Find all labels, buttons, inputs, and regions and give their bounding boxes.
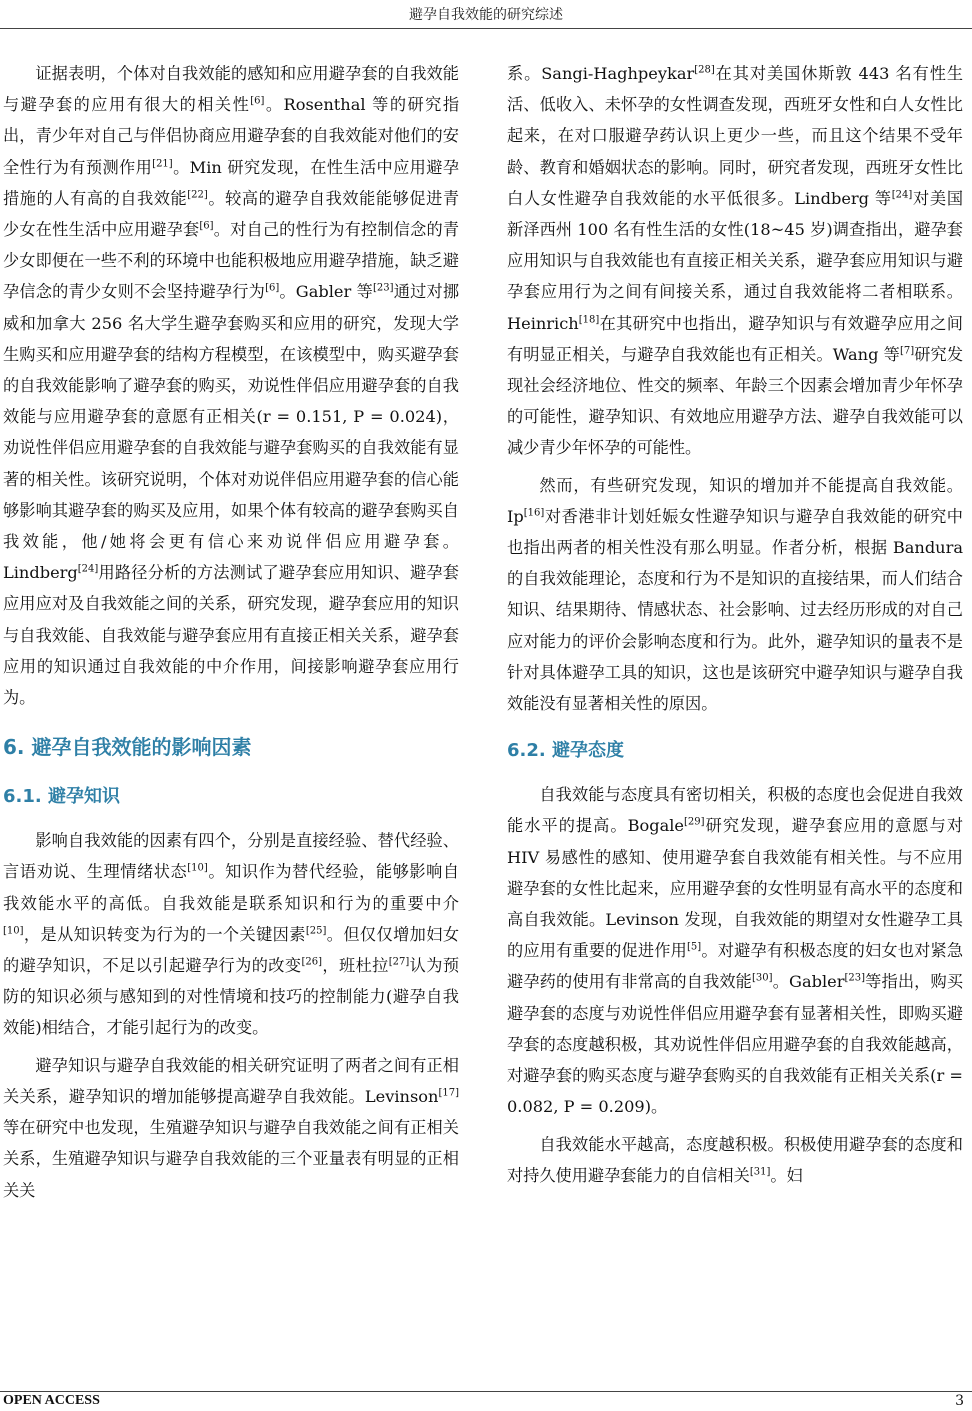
paragraph-text: 研究发现，避孕套应用的意愿与对 HIV 易感性的感知、使用避孕套自我效能有相关性。与不应用避孕套的女性比起来，应用避孕套的女性明显有高水平的态度和高自我效能。Levinson 发现，自我效能的期望对女性避孕工具的应用有重要的促进作用	[507, 816, 964, 961]
paragraph-text: 系。Sangi-Haghpeykar	[507, 64, 695, 83]
citation-ref: [27]	[388, 956, 410, 968]
citation-ref: [17]	[438, 1087, 459, 1099]
paragraph	[3, 825, 459, 1043]
paragraph-text: 自我效能水平越高，态度越积极。积极使用避孕套的态度和对持久使用避孕套能力的自信相关	[507, 1134, 963, 1185]
citation-ref: [24]	[891, 189, 913, 201]
page-number: 3	[955, 1393, 964, 1409]
citation-ref: [30]	[752, 973, 773, 985]
footer-divider	[0, 1391, 972, 1392]
paragraph-text: ，是从知识转变为行为的一个关键因素	[23, 924, 306, 944]
paragraph-text: 研究发现社会经济地位、性交的频率、年龄三个因素会增加青少年怀孕的可能性，避孕知识、有效地应用避孕方法、避孕自我效能可以减少青少年怀孕的可能性。	[507, 344, 964, 458]
citation-ref: [6]	[265, 283, 280, 295]
paragraph-text: 等在研究中也发现，生殖避孕知识与避孕自我效能之间有正相关关系，生殖避孕知识与避孕自我效能的三个亚量表有明显的正相关关	[3, 1118, 459, 1200]
section-heading: 6. 避孕自我效能的影响因素	[3, 735, 252, 760]
header-divider	[0, 28, 972, 29]
paragraph-text: 等指出，购买避孕套的态度与劝说性伴侣应用避孕套有显著相关性，即购买避孕套的态度越积极，其劝说性伴侣应用避孕套的自我效能越高，对避孕套的购买态度与避孕套购买的自我效能有正相关关系(r = 0.082, P = 0.209)。	[507, 972, 964, 1117]
paragraph-text: 。妇	[770, 1165, 803, 1185]
right-column	[507, 58, 963, 1197]
left-column	[3, 58, 459, 1212]
citation-ref: [6]	[250, 95, 265, 107]
paragraph-text: 。对自己的性行为有控制信念的青少女即便在一些不利的环境中也能积极地应用避孕措施，缺乏避孕信念的青少女则不会坚持避孕行为	[3, 220, 460, 302]
citation-ref: [23]	[844, 973, 865, 985]
paragraph-text: 。Gabler	[772, 972, 845, 992]
citation-ref: [29]	[684, 817, 705, 829]
paragraph	[507, 1129, 963, 1191]
subsection-heading: 6.2. 避孕态度	[507, 740, 624, 762]
citation-ref: [5]	[687, 941, 702, 953]
paragraph	[3, 58, 459, 713]
citation-ref: [24]	[77, 563, 99, 575]
paragraph	[3, 1050, 459, 1206]
paragraph-text: 证据表明，个体对自我效能的感知和应用避孕套的自我效能与避孕套的应用有很大的相关性	[3, 64, 459, 115]
citation-ref: [23]	[372, 283, 394, 295]
citation-ref: [22]	[187, 189, 208, 201]
paragraph-text: 影响自我效能的因素有四个，分别是直接经验、替代经验、言语劝说、生理情绪状态	[3, 831, 459, 882]
citation-ref: [26]	[301, 956, 323, 968]
citation-ref: [6]	[199, 220, 214, 232]
paragraph-text: 对美国新泽西州 100 名有性生活的女性(18~45 岁)调查指出，避孕套应用知识与自我效能也有直接正相关关系，避孕套应用知识与避孕套应用行为之间有间接关系，通过自我效能将二者相联系。Heinrich	[507, 188, 964, 333]
citation-ref: [7]	[899, 345, 915, 357]
paragraph-text: 。对避孕有积极态度的妇女也对紧急避孕药的使用有非常高的自我效能	[507, 941, 964, 992]
paragraph-text: 。知识作为替代经验，能够影响自我效能水平的高低。自我效能是联系知识和行为的重要中介	[3, 862, 460, 913]
paragraph-text: 。Rosenthal 等的研究指出，青少年对自己与伴侣协商应用避孕套的自我效能对他们的安全性行为有预测作用	[3, 95, 460, 177]
citation-ref: [25]	[305, 925, 327, 937]
paragraph-text: 然而，有些研究发现，知识的增加并不能提高自我效能。Ip	[507, 475, 963, 526]
citation-ref: [10]	[3, 925, 24, 937]
paragraph-text: 。较高的避孕自我效能能够促进青少女在性生活中应用避孕套	[3, 188, 460, 240]
paragraph-text: 通过对挪威和加拿大 256 名大学生避孕套购买和应用的研究，发现大学生购买和应用避孕套的结构方程模型，在该模型中，购买避孕套的自我效能影响了避孕套的购买，劝说性伴侣应用避孕套的自我效能与应用避孕套的意愿有正相关(r = 0.151, P = 0.024)，劝说性伴侣应用避孕套的自我效能与避孕套购买的自我效能有显著的相关性。该研究说明，个体对劝说伴侣应用避孕套的信心能够影响其避孕套的购买及应用，如果个体有较高的避孕套购买自我效能，他/她将会更有信心来劝说伴侣应用避孕套。Lindberg	[3, 282, 460, 583]
citation-ref: [31]	[749, 1166, 771, 1178]
paragraph-text: 避孕知识与避孕自我效能的相关研究证明了两者之间有正相关关系，避孕知识的增加能够提高避孕自我效能。Levinson	[3, 1055, 459, 1106]
citation-ref: [18]	[578, 314, 600, 326]
open-access-label: OPEN ACCESS	[3, 1393, 100, 1408]
citation-ref: [16]	[523, 507, 545, 519]
paragraph-text: 用路径分析的方法测试了避孕套应用知识、避孕套应用应对及自我效能之间的关系，研究发现，避孕套应用的知识与自我效能、自我效能与避孕套应用有直接正相关关系，避孕套应用的知识通过自我效能的中介作用，间接影响避孕套应用行为。	[3, 563, 459, 708]
running-header: 避孕自我效能的研究综述	[409, 7, 563, 23]
subsection-heading: 6.1. 避孕知识	[3, 786, 120, 808]
paragraph-text: 自我效能与态度具有密切相关，积极的态度也会促进自我效能水平的提高。Bogale	[507, 785, 963, 836]
paragraph-text: 。但仅仅增加妇女的避孕知识，不足以引起避孕行为的改变	[3, 924, 460, 976]
paragraph-text: 对香港非计划妊娠女性避孕知识与避孕自我效能的研究中也指出两者的相关性没有那么明显。作者分析，根据 Bandura 的自我效能理论，态度和行为不是知识的直接结果，而人们结合知识、结果期待、情感状态、社会影响、过去经历形成的对自己应对能力的评价会影响态度和行为。此外，避孕知识的量表不是针对具体避孕工具的知识，这也是该研究中避孕知识与避孕自我效能没有显著相关性的原因。	[507, 506, 963, 714]
citation-ref: [28]	[694, 64, 715, 76]
paragraph-text: 认为预防的知识必须与感知到的对性情境和技巧的控制能力(避孕自我效能)相结合，才能引起行为的改变。	[3, 956, 460, 1038]
paragraph-text: ，班杜拉	[322, 956, 389, 976]
paragraph-text: 。Gabler 等	[279, 282, 373, 302]
paragraph	[507, 779, 963, 1122]
paragraph	[507, 470, 963, 720]
citation-ref: [10]	[187, 863, 208, 875]
citation-ref: [21]	[152, 158, 173, 170]
paragraph-text: 在其对美国休斯敦 443 名有性生活、低收入、未怀孕的女性调查发现，西班牙女性和白人女性比起来，在对口服避孕药认识上更少一些，而且这个结果不受年龄、教育和婚姻状态的影响。同时，研究者发现，西班牙女性比白人女性避孕自我效能的水平低很多。Lindberg 等	[507, 64, 964, 208]
paragraph-text: 。Min 研究发现，在性生活中应用避孕措施的人有高的自我效能	[3, 157, 460, 208]
paragraph-text: 在其研究中也指出，避孕知识与有效避孕应用之间有明显正相关，与避孕自我效能也有正相关。Wang 等	[507, 313, 963, 364]
paragraph	[507, 58, 963, 464]
